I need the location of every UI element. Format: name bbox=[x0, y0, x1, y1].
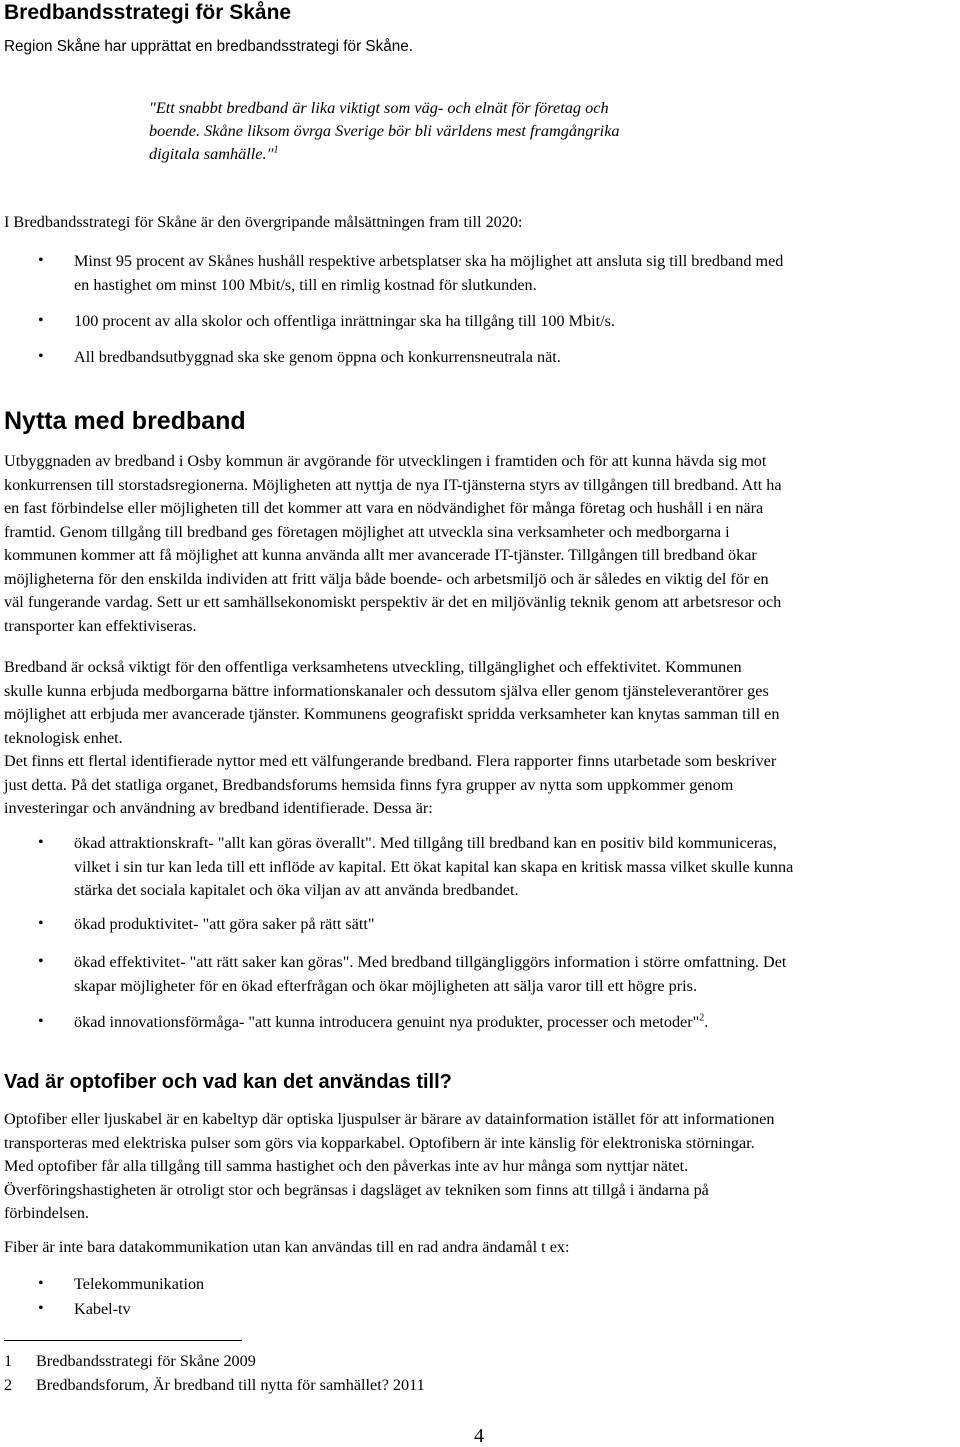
use-item: Telekommunikation bbox=[74, 1275, 205, 1293]
page-title: Bredbandsstrategi för Skåne bbox=[4, 1, 292, 24]
quote-line: "Ett snabbt bredband är lika viktigt som väg- och elnät för företag och bbox=[149, 98, 609, 117]
paragraph: Bredband är också viktigt för den offentliga verksamhetens utveckling, tillgänglighet och effektivitet. Kommunen skulle kunna erbjuda medborgarna bättre informationskanaler och dessutom själva eller genom tjänsteleverantörer ges möjlighet att erbjuda mer avancerade tjänster. Kommunens geografiskt spridda verksamheter kan knytas samman till en teknologisk enhet. Det finns ett flertal identifierade nyttor med ett välfungerande bredband. Flera rapporter finns utarbetade som beskriver just detta. På det statliga organet, Bredbandsforums hemsida finns fyra grupper av nytta som uppkommer genom investeringar och användning av bredband identifierade. Dessa är: bbox=[4, 658, 780, 817]
footnote-ref: 2 bbox=[699, 1012, 705, 1024]
intro-text: Region Skåne har upprättat en bredbandsstrategi för Skåne. bbox=[4, 38, 414, 55]
goal-item: 100 procent av alla skolor och offentliga inrättningar ska ha tillgång till 100 Mbit/s. bbox=[74, 312, 615, 330]
paragraph: Optofiber eller ljuskabel är en kabeltyp där optiska ljuspulser är bärare av datainformation istället för att informationen transporteras med elektriska pulser som görs via kopparkabel. Optofibern är inte känslig för elektroniska störningar. Med optofiber får alla tillgång till samma hastighet och den påverkas inte av hur många som nyttjar nätet. Överföringshastigheten är otroligt stor och begränsas i dagsläget av tekniken som finns att tillgå i ändarna på förbindelsen. bbox=[4, 1110, 775, 1222]
bullet-icon: • bbox=[38, 953, 44, 970]
footnote-divider bbox=[4, 1340, 242, 1341]
bullet-icon: • bbox=[38, 915, 44, 932]
bullet-icon: • bbox=[38, 252, 44, 269]
use-item: Kabel-tv bbox=[74, 1300, 131, 1318]
goal-item: All bredbandsutbyggnad ska ske genom öppna och konkurrensneutrala nät. bbox=[74, 348, 561, 366]
paragraph: Utbyggnaden av bredband i Osby kommun är avgörande för utvecklingen i framtiden och för att kunna hävda sig mot konkurrensen till storstadsregionerna. Möjligheten att nyttja de nya IT-tjänsterna styrs av tillgången till bredband. Att ha en fast förbindelse eller möjligheten till det kommer att vara en nödvändighet för många företag och hushåll i en nära framtid. Genom tillgång till bredband ges företagen möjlighet att utveckla sina verksamheter och medborgarna i kommunen kommer att få möjlighet att kunna använda allt mer avancerade IT-tjänster. Tillgången till bredband ökar möjligheterna för den enskilda individen att fritt välja både boende- och arbetsmiljö och är således en viktig del för en väl fungerande vardag. Sett ur ett samhällsekonomiskt perspektiv är det en miljövänlig teknik genom att arbetsresor och transporter kan effektiviseras. bbox=[4, 452, 782, 635]
paragraph: Fiber är inte bara datakommunikation utan kan användas till en rad andra ändamål t ex: bbox=[4, 1238, 570, 1256]
footnote-ref: 1 bbox=[273, 144, 279, 156]
quote-line: digitala samhälle."$^1$ bbox=[149, 144, 279, 163]
footnote: 2 Bredbandsforum, Är bredband till nytta för samhället? 2011 bbox=[4, 1376, 425, 1394]
goal-intro: I Bredbandsstrategi för Skåne är den övergripande målsättningen fram till 2020: bbox=[4, 213, 523, 231]
bullet-icon: • bbox=[38, 1275, 44, 1292]
bullet-icon: • bbox=[38, 834, 44, 851]
bullet-icon: • bbox=[38, 348, 44, 365]
bullet-icon: • bbox=[38, 1013, 44, 1030]
goal-item: Minst 95 procent av Skånes hushåll respektive arbetsplatser ska ha möjlighet att ansluta sig till bredband med en hastighet om minst 100 Mbit/s, till en rimlig kostnad för slutkunden. bbox=[74, 252, 784, 294]
footnote: 1 Bredbandsstrategi för Skåne 2009 bbox=[4, 1352, 256, 1370]
page-number: 4 bbox=[474, 1425, 484, 1447]
benefit-item: ökad produktivitet- "att göra saker på rätt sätt" bbox=[74, 915, 375, 933]
benefit-item: ökad effektivitet- "att rätt saker kan göras". Med bredband tillgängliggörs information i större omfattning. Det skapar möjligheter för en ökad efterfrågan och ökar möjligheten att sälja varor till ett högre pris. bbox=[74, 953, 787, 995]
section-heading: Vad är optofiber och vad kan det användas till? bbox=[4, 1071, 452, 1093]
quote-line: boende. Skåne liksom övrga Sverige bör bli världens mest framgångrika bbox=[149, 121, 620, 140]
bullet-icon: • bbox=[38, 312, 44, 329]
benefit-item: ökad innovationsförmåga- "att kunna introducera genuint nya produkter, processer och metoder"$^2$. bbox=[74, 1012, 709, 1031]
bullet-icon: • bbox=[38, 1300, 44, 1317]
benefit-item: ökad attraktionskraft- "allt kan göras överallt". Med tillgång till bredband kan en positiv bild kommuniceras, vilket i sin tur kan leda till ett inflöde av kapital. Ett ökat kapital kan skapa en kritisk massa vilket skulle kunna stärka det sociala kapitalet och öka viljan av att använda bredbandet. bbox=[74, 834, 794, 899]
section-heading: Nytta med bredband bbox=[4, 407, 246, 435]
footnotes bbox=[4, 1349, 425, 1397]
strategy-quote bbox=[149, 96, 620, 165]
